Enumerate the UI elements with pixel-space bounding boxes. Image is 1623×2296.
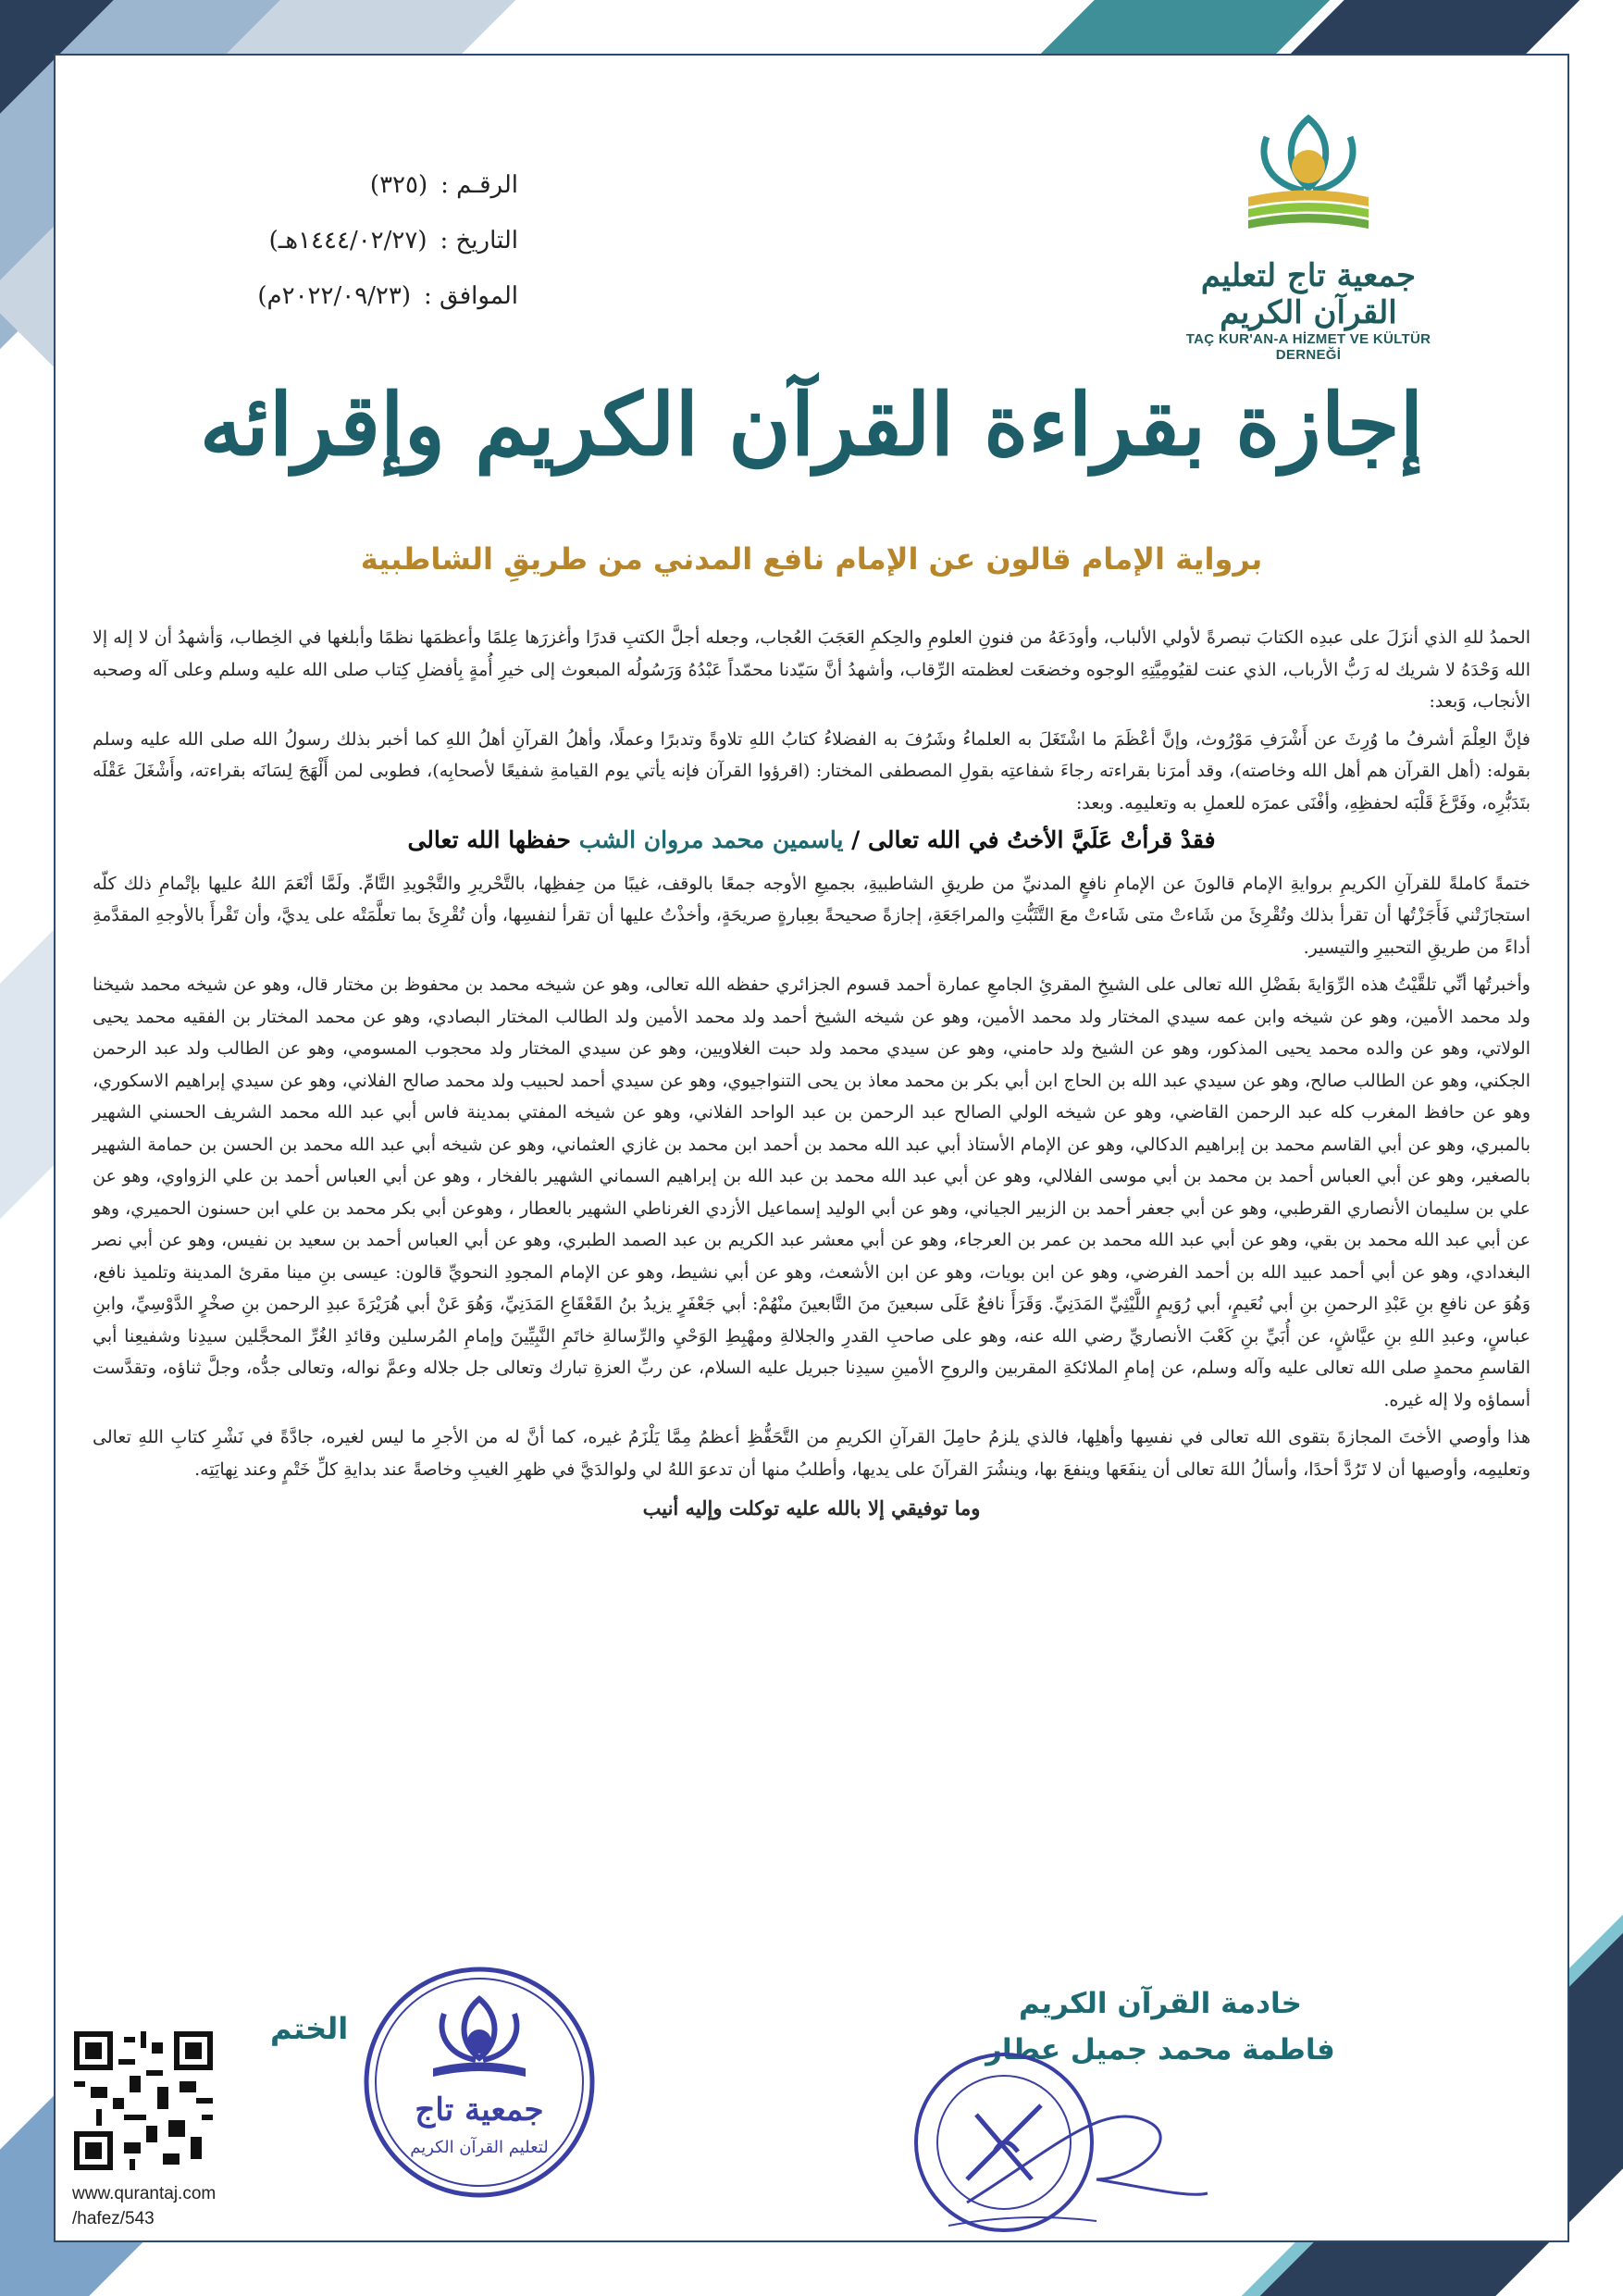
signer-role: خادمة القرآن الكريم (1019, 1987, 1302, 2020)
url-line-2[interactable]: /hafez/543 (72, 2209, 155, 2228)
qr-code[interactable] (74, 2031, 213, 2170)
chain-paragraph: وأخبرتُها أنِّي تلقَّيْتُ هذه الرِّوَايةَ بفَضْلِ الله تعالى على الشيخِ المقرئِ الجامعِ عمارة أحمد قسوم الجزائري حفظه الله تعالى، وهو عن شيخه محمد بن محفوظ بن مختار قال، وهو عن شيخه محمد شيخنا ولد محمد الأمين، وهو عن شيخه وابن عمه سيدي المختار ولد محمد الأمين، وهو عن شيخه الشيخ أحمد ولد محمد الأمين ولد الطالب المختار البصادي، وهو عن محمد المختار بن الفقيه محمد يحيى الولاتي، وهو عن والده محمد يحيى المذكور، وهو عن الشيخ ولد حامني، وهو عن سيدي محمد ولد حبت الغلاويين، وهو عن سيدي المختار ولد محجوب المسومي، وهو عن الطالب ولد عبد الرحمن الجكني، وهو عن الطالب صالح، وهو عن سيدي عبد الله بن الحاج ابن أبي بكر بن محمد معاذ بن يحى التنواجيوي، وهو عن سيدي أحمد لحبيب ولد محمد صالح الفلاني، وهو عن سيدي إبراهيم الاسكوري، وهو عن حافظ المغرب كله عبد الرحمن القاضي، وهو عن شيخه الولي الصالح عبد الرحمن بن عبد الواحد الفلاني، وهو عن شيخه المفتي بمدينة فاس أبي عبد الله محمد الشريف الحسني الشهير بالمبري، وهو عن أبي القاسم محمد بن إبراهيم الدكالي، وهو عن الإمام الأستاذ أبي عبد الله محمد بن أحمد ابن محمد بن غازي العثماني، وهو عن شيخه أبي عبد الله محمد بن الحسن بن حمامة الشهير بالصغير، وهو عن أبي العباس أحمد بن محمد بن أبي موسى الفلالي، وهو عن أبي عبد الله محمد بن عبد الله بن إبراهيم السماني الشهير بالفخار ، وهو عن أبي العباس أحمد بن علي الزواوي، وهو عن علي بن سليمان الأنصاري القرطبي، وهو عن أبي جعفر أحمد بن الزبير الجياني، وهو عن أبي الوليد إسماعيل الأزدي الغرناطي الشهير بالعطار ، وهوعن أبي بكر محمد بن علي ابن حسنون الحميري، وهو عن أبي عبد الله محمد بن بقي، وهو عن أبي عبد الله محمد بن عمر بن العرجاء، وهو عن أبي معشر عبد الكريم بن عبد الصمد الطبري، وهو عن أبي العباس أحمد بن سعيد بن نفيس، وهو عن أبي نصر البغدادي، وهو عن أبي أحمد عبيد الله بن أحمد الفرضي، وهو عن ابن بويات، وهو عن ابن الأشعث، وهو عن أبي نشيط، وهو عن الإمام المجودِ النحويِّ قالون: عيسى بنِ مينا مقرئ المدينة وتلميذ نافع، وَهُوَ عن نافعِ بنِ عَبْدِ الرحمنِ بنِ أبي نُعَيمٍ، أبي رُوَيمٍ اللَّيْثِيِّ المَدَنِيِّ. وَقَرَأَ نافعٌ عَلَى سبعينَ منَ التَّابعينَ منْهُمْ: أبي جَعْفَرٍ يزيدُ بنُ القَعْقَاعِ المَدَنِيِّ، وَهُوَ عَنْ أبي هُرَيْرَةَ عبدِ الرحمن بنِ صخْرٍ الدَّوْسِيِّ، وابنِ عباسٍ، وعبدِ اللهِ بنِ عيَّاشٍ، عن أُبَيِّ بنِ كَعْبَ الأنصاريِّ رضي الله عنه، وهو على صاحبِ القدرِ والجلالةِ ومهْبِطِ الوَحْيِ والرِّسالةِ خاتَمِ النَّبِيِّينَ وإمامِ المُرسلين وقائدِ الغُرِّ المحجَّلين سيدِنا وشفيعِنا أبي القاسمِ محمدٍ صلى الله تعالى عليه وآله وسلم، عن إمامِ الملائكةِ المقربين والروحِ الأمينِ سيدِنا جبريل عليه السلام، عن ربِّ العزةِ تبارك وتعالى جل جلاله وعمَّ نواله، وتعالى جدُّه، وجلَّ ثناؤه، وتقدَّست أسماؤه ولا إله غيره. (93, 974, 1531, 1410)
reader-name: ياسمين محمد مروان الشب (578, 826, 844, 853)
gregorian-date-row (185, 268, 518, 324)
round-stamp-icon (359, 1962, 600, 2203)
hijri-date-value: (١٤٤٤/٠٢/٢٧هـ) (268, 227, 427, 254)
signature-seal (911, 2041, 1217, 2257)
signer-name: فاطمة محمد جميل عطار (985, 2033, 1335, 2066)
stamp-sub-text: لتعليم القرآن الكريم (410, 2138, 549, 2157)
reference-number-row (185, 157, 518, 213)
organization-logo (1170, 109, 1447, 363)
logo-latin-name: TAÇ KUR'AN-A HİZMET VE KÜLTÜR DERNEĞİ (1185, 331, 1431, 363)
seal-label: الختم (270, 2011, 349, 2046)
reader-line (93, 825, 1530, 857)
recitation-paragraph: ختمةً كاملةً للقرآنِ الكريمِ بروايةِ الإمام قالونَ عن الإمامِ نافعٍ المدنيِّ من طريقِ الشاطبيةِ، بجميعِ الأوجه جمعًا بالوقف، غيبًا من حِفظِها، بالتَّحْريرِ والتَّجْويدِ التَّامِّ. ولَمَّا أنْعَمَ اللهُ عليها بإتْمامِ ذلك كلّه استجازَتْني فَأَجَزْتُها أن تقرأ بذلك وتُقْرِئَ من شَاءتْ متى شَاءتْ معَ التَّثَبُّتِ والمراجَعَةِ، إجازةً صحيحةً بعِبارةٍ صريحَةٍ، وأخذْتُ عليها أن تقرأ لنفسِها، وأن تُقْرِئَ بما تعلَّمَتْه على يديَّ، وأن تَقْرأَ بالأوجهِ المقدَّمةِ أداءً من طريقِ التحبيرِ والتيسير. (93, 873, 1530, 958)
certificate-body (93, 622, 1530, 1525)
reference-block (185, 157, 518, 324)
reader-suffix: حفظها الله تعالى (407, 826, 571, 853)
logo-arabic-name: جمعية تاج لتعليم القرآن الكريم (1200, 257, 1417, 331)
url-line-1[interactable]: www.qurantaj.com (72, 2184, 217, 2203)
signature-stamp-icon (911, 2041, 1217, 2253)
hijri-date-row (185, 213, 518, 268)
lotus-book-icon (1230, 109, 1387, 248)
stamp-main-text: جمعية تاج (415, 2091, 544, 2128)
organization-stamp (359, 1962, 600, 2206)
certificate-subtitle: برواية الإمام قالون عن الإمام نافع المدني من طريقِ الشاطبية (360, 541, 1263, 577)
gregorian-date-value: (٢٠٢٢/٠٩/٢٣م) (257, 282, 412, 310)
advice-paragraph: هذا وأوصي الأختَ المجازةَ بتقوى الله تعالى في نفسِها وأهلِها، فالذي يلزمُ حامِلَ القرآنِ الكريمِ من التَّحَفُّظِ أعظمُ مِمَّا يَلْزَمُ غيره، كما أنَّ له من الأجرِ ما ليس لغيره، جادَّةً في نَشْرِ كتابِ اللهِ تعالى وتعليمِه، وأوصيها أن لا تَرُدَّ أحدًا، وأسألُ اللهَ تعالى أن ينفَعَها وينفعَ بها، وينشُرَ القرآنَ على يديها، وأطلبُ منها أن تدعوَ اللهُ لي ولوالدَيَّ في ظهرِ الغيبِ وخاصةً عند بدايةِ كلِّ خَتْمٍ وعند نِهايَتِه. (93, 1427, 1530, 1480)
intro-paragraph: الحمدُ للهِ الذي أنزَلَ على عبدِه الكتابَ تبصرةً لأولي الألباب، وأودَعَهُ من فنونِ العلومِ والحِكمِ العَجَبَ العُجاب، وجعله أجلَّ الكتبِ قدرًا وأغزرَها عِلمًا وأعظمَها نظمًا وأبلغها في الخِطاب، وَأشهدُ أن لا إله إلا الله وَحْدَهُ لا شريك له رَبُّ الأرباب، الذي عنت لقيُومِيَّتِهِ الوجوه وخضعَت لعظمته الرِّقاب، وأشهدُ أنَّ سَيّدنا محمّداً عَبْدُهُ وَرَسُولُه المبعوث إلى خيرِ أُمةٍ بِأفضلِ كِتاب صلى الله عليه وسلم وعلى آله وصحبه الأنجاب، وَبعد: (93, 627, 1530, 712)
gregorian-date-label: الموافق : (424, 282, 518, 310)
reference-number-value: (٣٢٥) (369, 171, 428, 199)
knowledge-paragraph: فإنَّ العِلْمَ أشرفُ ما وُرِثَ عن أَشْرَفِ مَوْرُوث، وإنَّ أعْظَمَ ما اشْتَغَلَ به العلماءُ وشَرُفَ به الفضلاءُ كتابُ اللهِ تلاوةً وتدبرًا وعملًا، وأهلُ القرآنِ أهلُ اللهِ كما أخبر بذلك رسولُ الله صلى الله عليه وسلم بقوله: (أهل القرآن هم أهل الله وخاصته)، وقد أمرَنا بقراءته رجاءَ شفاعتِه بقولِ المصطفى المختار: (اقرؤوا القرآن فإنه يأتي يوم القيامةِ شفيعًا لأصحابِه)، فطوبى لمن أَلْهَجَ لِسَانَه بقراءته، وأَشْغَلَ عَقْلَه بتَدَبُّرِه، وفَرَّغَ قَلْبَه لحفظِهِ، وأفْنَى عمرَه للعملِ به وتعليمِه. وبعد: (93, 728, 1530, 813)
certificate-title: إجازة بقراءة القرآن الكريم وإقرائه (199, 375, 1424, 475)
closing-line: وما توفيقي إلا بالله عليه توكلت وإليه أنيب (642, 1496, 981, 1520)
verification-url[interactable] (72, 2181, 216, 2231)
qr-code-icon (74, 2031, 213, 2170)
hijri-date-label: التاريخ : (440, 227, 518, 254)
reader-prefix: فقدْ قرأتْ عَلَيَّ الأختُ في الله تعالى / (851, 826, 1216, 853)
reference-number-label: الرقـم : (440, 171, 518, 199)
